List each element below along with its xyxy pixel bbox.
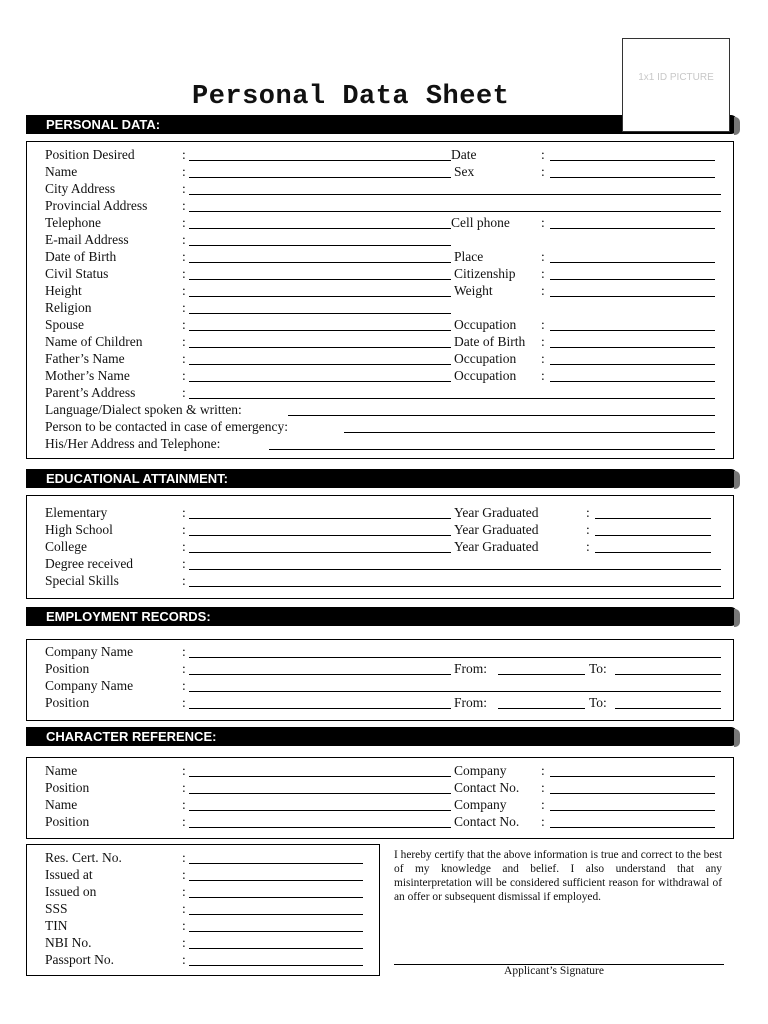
college-year-field[interactable]	[595, 552, 711, 553]
sss-field[interactable]	[189, 914, 363, 915]
education-box: Elementary : Year Graduated : High School : Year Graduated : College : Year Graduated : Degree received : Special Skills :	[26, 495, 734, 599]
position-desired-field[interactable]	[189, 160, 451, 161]
name-field[interactable]	[189, 177, 451, 178]
email-field[interactable]	[189, 245, 451, 246]
to-2-field[interactable]	[615, 708, 721, 709]
telephone-field[interactable]	[189, 228, 451, 229]
date-field[interactable]	[550, 160, 715, 161]
issued-on-field[interactable]	[189, 897, 363, 898]
certification-text: I hereby certify that the above information is true and correct to the best of my knowledge and belief. I also understand that any misinterpretation will be considered sufficient reason for withdrawal of an offer or subsequent dismissal if employed.	[394, 849, 722, 903]
reference-name-2-field[interactable]	[189, 810, 451, 811]
provincial-address-field[interactable]	[189, 211, 721, 212]
fathers-name-field[interactable]	[189, 364, 451, 365]
elementary-year-field[interactable]	[595, 518, 711, 519]
tin-field[interactable]	[189, 931, 363, 932]
place-field[interactable]	[550, 262, 715, 263]
sex-field[interactable]	[550, 177, 715, 178]
reference-company-2-field[interactable]	[550, 810, 715, 811]
section-header-character-reference: CHARACTER REFERENCE:	[26, 727, 737, 746]
from-1-field[interactable]	[498, 674, 585, 675]
to-1-field[interactable]	[615, 674, 721, 675]
position-2-field[interactable]	[189, 708, 451, 709]
degree-field[interactable]	[189, 569, 721, 570]
nbi-field[interactable]	[189, 948, 363, 949]
name-of-children-field[interactable]	[189, 347, 451, 348]
signature-label: Applicant’s Signature	[504, 965, 604, 977]
religion-field[interactable]	[189, 313, 451, 314]
reference-contact-2-field[interactable]	[550, 827, 715, 828]
weight-field[interactable]	[550, 296, 715, 297]
spouse-field[interactable]	[189, 330, 451, 331]
civil-status-field[interactable]	[189, 279, 451, 280]
from-2-field[interactable]	[498, 708, 585, 709]
elementary-field[interactable]	[189, 518, 451, 519]
id-picture-label: 1x1 ID PICTURE	[638, 72, 714, 83]
high-school-year-field[interactable]	[595, 535, 711, 536]
special-skills-field[interactable]	[189, 586, 721, 587]
employment-box: Company Name : Position : From: To: Company Name : Position : From: To:	[26, 639, 734, 721]
government-ids-box: Res. Cert. No. : Issued at : Issued on : SSS : TIN : NBI No. : Passport No. :	[26, 844, 380, 976]
reference-position-2-field[interactable]	[189, 827, 451, 828]
company-name-1-field[interactable]	[189, 657, 721, 658]
mothers-name-field[interactable]	[189, 381, 451, 382]
section-header-employment-records: EMPLOYMENT RECORDS:	[26, 607, 737, 626]
reference-position-1-field[interactable]	[189, 793, 451, 794]
cell-phone-field[interactable]	[550, 228, 715, 229]
personal-data-box: Position Desired : Date : Name : Sex : City Address : Provincial Address : Telephone : Cell phone : E-mail Address : Date of Birth : Place : Civil Status : Citizenship : Height : Weight : Religion : Spouse : Occupation : Name of Children : Date of Birth : Father’s Name : Occupation : Mother’s Name : Occupation : Parent’s Address : Language/Dialect spoken & written: Person to be contacted in case of emergency: His/Her Address and Telephone:	[26, 141, 734, 459]
reference-box: Name : Company : Position : Contact No. : Name : Company : Position : Contact No. :	[26, 757, 734, 839]
passport-field[interactable]	[189, 965, 363, 966]
date-of-birth-field[interactable]	[189, 262, 451, 263]
college-field[interactable]	[189, 552, 451, 553]
emergency-person-field[interactable]	[344, 432, 715, 433]
section-header-personal-data: PERSONAL DATA:	[26, 115, 737, 134]
reference-contact-1-field[interactable]	[550, 793, 715, 794]
language-field[interactable]	[288, 415, 715, 416]
reference-name-1-field[interactable]	[189, 776, 451, 777]
id-picture-box[interactable]	[622, 38, 730, 132]
issued-at-field[interactable]	[189, 880, 363, 881]
mothers-occupation-field[interactable]	[550, 381, 715, 382]
children-date-of-birth-field[interactable]	[550, 347, 715, 348]
spouse-occupation-field[interactable]	[550, 330, 715, 331]
fathers-occupation-field[interactable]	[550, 364, 715, 365]
city-address-field[interactable]	[189, 194, 721, 195]
res-cert-field[interactable]	[189, 863, 363, 864]
citizenship-field[interactable]	[550, 279, 715, 280]
page-title: Personal Data Sheet	[192, 82, 510, 112]
high-school-field[interactable]	[189, 535, 451, 536]
height-field[interactable]	[189, 296, 451, 297]
position-1-field[interactable]	[189, 674, 451, 675]
section-header-educational-attainment: EDUCATIONAL ATTAINMENT:	[26, 469, 737, 488]
company-name-2-field[interactable]	[189, 691, 721, 692]
reference-company-1-field[interactable]	[550, 776, 715, 777]
parents-address-field[interactable]	[189, 398, 715, 399]
emergency-address-field[interactable]	[269, 449, 715, 450]
